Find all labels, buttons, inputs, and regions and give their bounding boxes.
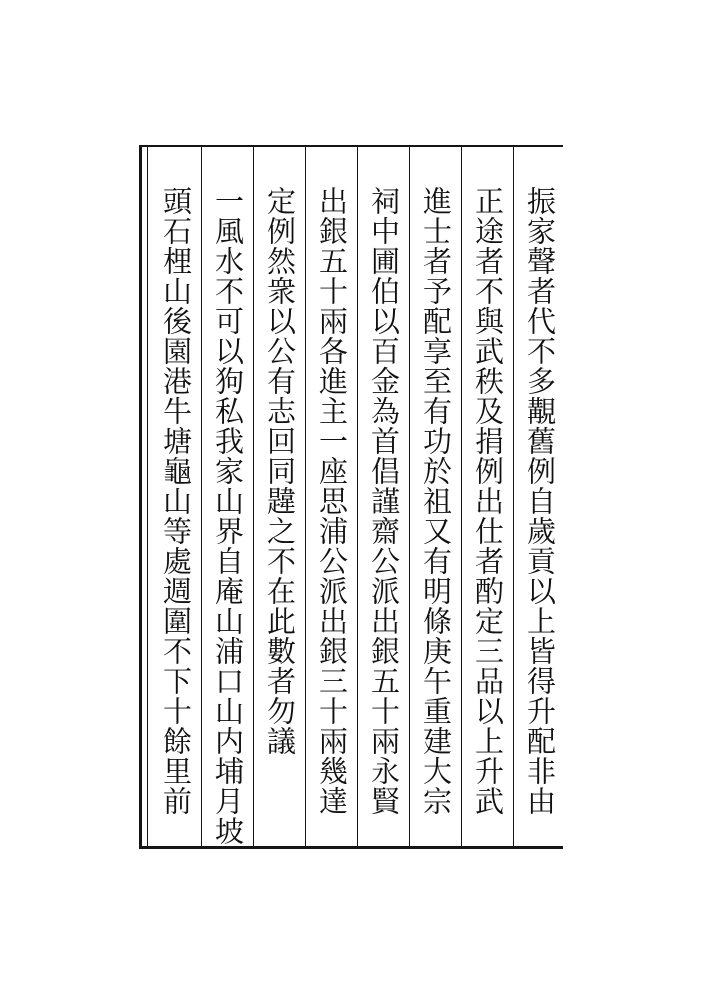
frame-top-rule bbox=[139, 145, 563, 147]
column-divider bbox=[513, 147, 514, 846]
text-column-2: 正途者不與武秩及捐例出仕者酌定三品以上升武 bbox=[471, 186, 505, 816]
text-column-8: 頭石梩山後園港牛塘龜山等處週圍不下十餘里前 bbox=[159, 186, 193, 816]
column-divider bbox=[461, 147, 462, 846]
text-column-7: 一風水不可以狗私我家山界自庵山浦口山内埔月坡 bbox=[211, 186, 245, 846]
frame-left-outer-rule bbox=[139, 145, 142, 849]
column-divider bbox=[201, 147, 202, 846]
text-column-3: 進士者予配享至有功於祖又有明條庚午重建大宗 bbox=[419, 186, 453, 816]
column-divider bbox=[357, 147, 358, 846]
frame-left-inner-rule bbox=[147, 147, 148, 846]
column-divider bbox=[253, 147, 254, 846]
column-divider bbox=[305, 147, 306, 846]
column-divider bbox=[409, 147, 410, 846]
text-column-6: 定例然衆以公有志回同韙之不在此數者勿議 bbox=[263, 186, 297, 756]
text-column-4: 祠中圃伯以百金為首倡謹齋公派出銀五十兩永賢 bbox=[367, 186, 401, 816]
text-column-5: 出銀五十兩各進主一座思浦公派出銀三十兩幾達 bbox=[315, 186, 349, 816]
frame-bottom-rule bbox=[139, 846, 563, 849]
text-column-1: 振家聲者代不多覯舊例自歲貢以上皆得升配非由 bbox=[523, 186, 557, 816]
